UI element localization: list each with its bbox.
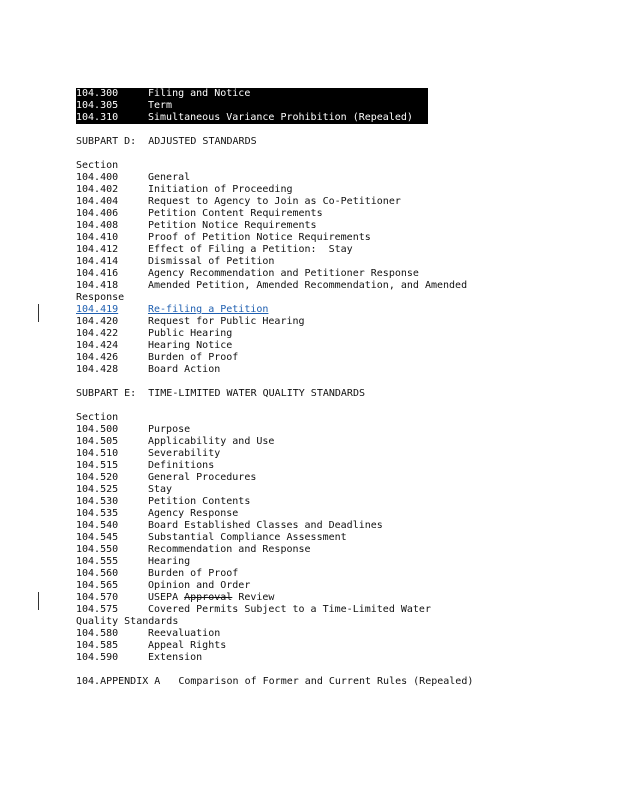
section-title: Effect of Filing a Petition: Stay: [148, 244, 353, 255]
section-row: [76, 316, 506, 328]
section-title: Term: [148, 100, 173, 111]
section-row: [76, 280, 506, 292]
document-body: [76, 88, 506, 688]
section-row: [76, 232, 506, 244]
section-row: [76, 436, 506, 448]
section-title: Recommendation and Response: [148, 544, 311, 555]
section-number: 104.500: [76, 424, 119, 435]
section-title: Covered Permits Subject to a Time-Limited Water: [148, 604, 431, 615]
section-title: Filing and Notice: [148, 88, 251, 99]
section-title: Amended Petition, Amended Recommendation, and Amended: [148, 280, 468, 291]
section-number: 104.300: [76, 88, 148, 100]
section-title: Reevaluation: [148, 628, 221, 639]
appendix-line: 104.APPENDIX A Comparison of Former and Current Rules (Repealed): [76, 676, 474, 687]
section-title: Board Established Classes and Deadlines: [148, 520, 383, 531]
section-number: 104.510: [76, 448, 119, 459]
section-title: Board Action: [148, 364, 221, 375]
section-number: 104.416: [76, 268, 119, 279]
section-row: [76, 328, 506, 340]
section-title: Severability: [148, 448, 221, 459]
change-bar: [38, 304, 39, 322]
section-row-usepa: [76, 592, 506, 604]
section-title: Hearing: [148, 556, 191, 567]
section-number: 104.420: [76, 316, 119, 327]
section-title: Extension: [148, 652, 203, 663]
section-row: [76, 268, 506, 280]
section-title: Request to Agency to Join as Co-Petitioner: [148, 196, 401, 207]
section-number: 104.580: [76, 628, 119, 639]
section-title: Petition Notice Requirements: [148, 220, 317, 231]
section-number: 104.575: [76, 604, 119, 615]
section-number: 104.540: [76, 520, 119, 531]
section-number: 104.525: [76, 484, 119, 495]
section-title: Applicability and Use: [148, 436, 275, 447]
section-title: Hearing Notice: [148, 340, 233, 351]
section-row: [76, 484, 506, 496]
section-number: 104.545: [76, 532, 119, 543]
section-row: [76, 352, 506, 364]
section-title: Definitions: [148, 460, 215, 471]
section-number: 104.422: [76, 328, 119, 339]
section-row: [76, 88, 428, 100]
section-row-link[interactable]: [76, 304, 506, 316]
section-number: 104.310: [76, 112, 148, 124]
struck-text: Approval: [184, 592, 233, 603]
section-number: 104.590: [76, 652, 119, 663]
section-row: [76, 256, 506, 268]
section-row: [76, 520, 506, 532]
section-number: 104.585: [76, 640, 119, 651]
section-title-prefix: USEPA: [148, 592, 185, 603]
section-continuation: Quality Standards: [76, 616, 179, 627]
section-row: [76, 100, 428, 112]
section-number: 104.560: [76, 568, 119, 579]
section-title: Petition Contents: [148, 496, 251, 507]
section-number: 104.406: [76, 208, 119, 219]
section-row: [76, 340, 506, 352]
highlighted-block: [76, 88, 506, 124]
section-row: [76, 220, 506, 232]
section-row: [76, 448, 506, 460]
section-title: Opinion and Order: [148, 580, 251, 591]
section-title: General: [148, 172, 191, 183]
subpart-d-list: [76, 172, 506, 376]
section-number: 104.410: [76, 232, 119, 243]
section-row: [76, 568, 506, 580]
section-title-suffix: Review: [232, 592, 275, 603]
section-label: Section: [76, 412, 119, 423]
section-number: 104.520: [76, 472, 119, 483]
section-number: 104.412: [76, 244, 119, 255]
section-title: General Procedures: [148, 472, 257, 483]
section-row: [76, 496, 506, 508]
section-title: Simultaneous Variance Prohibition (Repealed): [148, 112, 413, 123]
section-title: Public Hearing: [148, 328, 233, 339]
section-title-link[interactable]: Re-filing a Petition: [148, 304, 269, 315]
section-row: [76, 652, 506, 664]
section-label: Section: [76, 160, 119, 171]
section-number: 104.515: [76, 460, 119, 471]
section-row: [76, 628, 506, 640]
section-number: 104.550: [76, 544, 119, 555]
section-row: [76, 244, 506, 256]
subpart-e-list: [76, 424, 506, 664]
section-number: 104.404: [76, 196, 119, 207]
section-number: 104.505: [76, 436, 119, 447]
section-number: 104.424: [76, 340, 119, 351]
section-row: [76, 208, 506, 220]
section-title: Petition Content Requirements: [148, 208, 323, 219]
subpart-d-heading: SUBPART D: ADJUSTED STANDARDS: [76, 136, 257, 147]
section-title: Substantial Compliance Assessment: [148, 532, 347, 543]
section-row: [76, 364, 506, 376]
section-row: [76, 508, 506, 520]
section-row: [76, 556, 506, 568]
section-number: 104.555: [76, 556, 119, 567]
section-number: 104.414: [76, 256, 119, 267]
section-continuation: Response: [76, 292, 125, 303]
section-title: Proof of Petition Notice Requirements: [148, 232, 371, 243]
section-number: 104.530: [76, 496, 119, 507]
section-row: [76, 640, 506, 652]
section-number: 104.408: [76, 220, 119, 231]
section-row: [76, 172, 506, 184]
section-number: 104.402: [76, 184, 119, 195]
section-row: [76, 604, 506, 616]
section-row: [76, 472, 506, 484]
section-number: 104.565: [76, 580, 119, 591]
section-title: Request for Public Hearing: [148, 316, 305, 327]
section-title: Burden of Proof: [148, 352, 239, 363]
section-title: Agency Response: [148, 508, 239, 519]
section-row: [76, 460, 506, 472]
section-row: [76, 424, 506, 436]
change-bar: [38, 592, 39, 610]
section-title: Agency Recommendation and Petitioner Response: [148, 268, 419, 279]
section-title: Initiation of Proceeding: [148, 184, 293, 195]
section-title: Purpose: [148, 424, 191, 435]
section-number: 104.305: [76, 100, 148, 112]
section-number[interactable]: 104.419: [76, 304, 119, 315]
section-row: [76, 580, 506, 592]
section-title: Stay: [148, 484, 173, 495]
section-number: 104.400: [76, 172, 119, 183]
subpart-e-heading: SUBPART E: TIME-LIMITED WATER QUALITY STANDARDS: [76, 388, 365, 399]
section-number: 104.426: [76, 352, 119, 363]
section-row: [76, 112, 428, 124]
section-number: 104.535: [76, 508, 119, 519]
section-number: 104.570: [76, 592, 119, 603]
section-row: [76, 184, 506, 196]
section-title: Burden of Proof: [148, 568, 239, 579]
section-title: Appeal Rights: [148, 640, 227, 651]
section-row: [76, 196, 506, 208]
section-number: 104.428: [76, 364, 119, 375]
section-title: Dismissal of Petition: [148, 256, 275, 267]
section-number: 104.418: [76, 280, 119, 291]
section-row: [76, 544, 506, 556]
section-row: [76, 532, 506, 544]
